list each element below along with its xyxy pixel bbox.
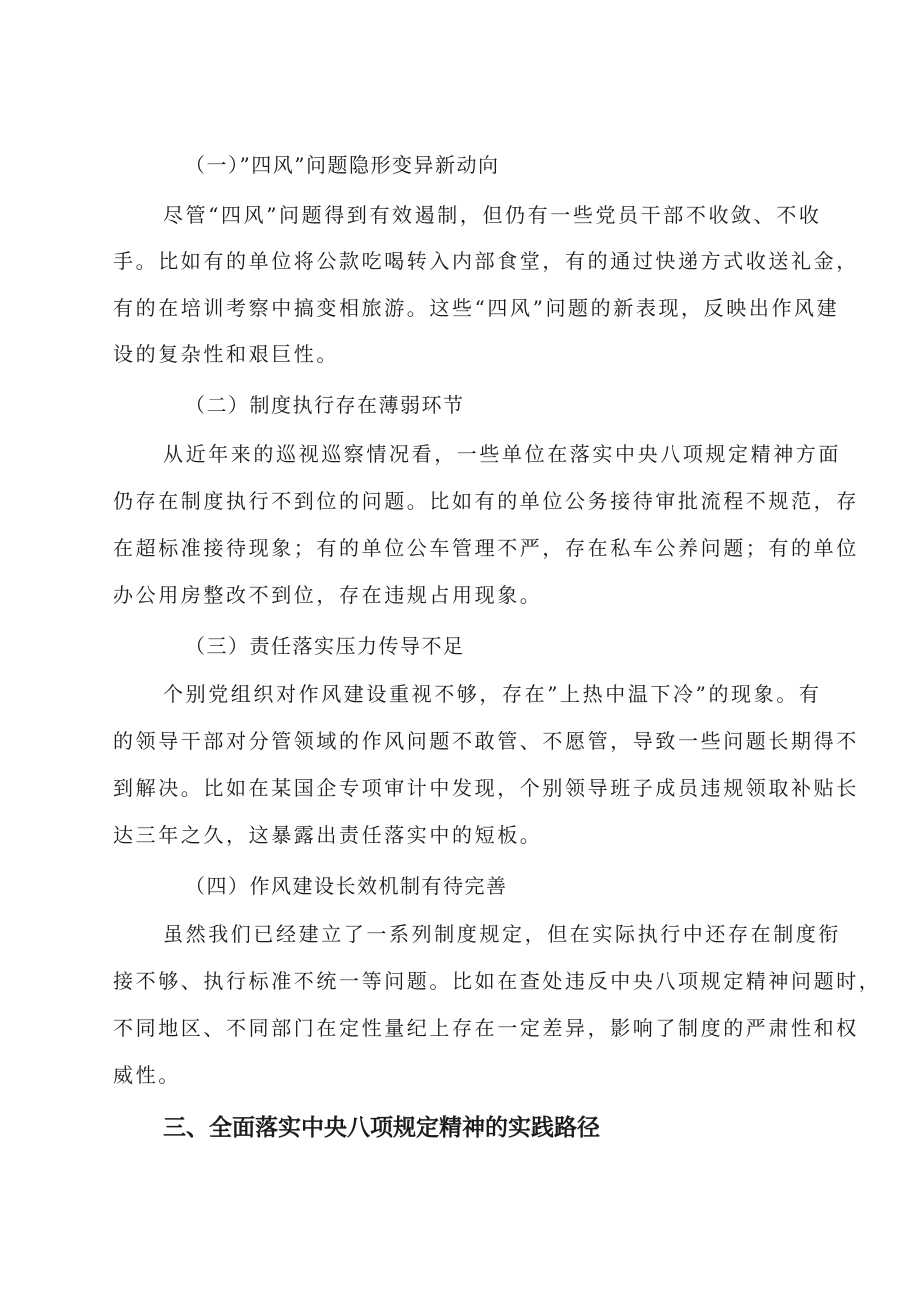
paragraph-1-line-3: 有的在培训考察中搞变相旅游。这些“四风”问题的新表现，反映出作风建 [113,296,840,320]
paragraph-2-line-2: 仍存在制度执行不到位的问题。比如有的单位公务接待审批流程不规范，存 [113,489,859,513]
paragraph-3-line-4: 达三年之久，这暴露出责任落实中的短板。 [113,823,543,847]
paragraph-4-line-4: 威性。 [113,1063,181,1087]
paragraph-4-line-1: 虽然我们已经建立了一系列制度规定，但在实际执行中还存在制度衔 [163,922,841,946]
paragraph-1-line-1: 尽管“四风”问题得到有效遏制，但仍有一些党员干部不收敛、不收 [163,203,822,227]
paragraph-2-line-1: 从近年来的巡视巡察情况看，一些单位在落实中央八项规定精神方面 [163,442,841,466]
paragraph-4-line-3: 不同地区、不同部门在定性量纪上存在一定差异，影响了制度的严肃性和权 [113,1016,859,1040]
paragraph-2-line-3: 在超标准接待现象；有的单位公车管理不严，存在私车公养问题；有的单位 [113,536,859,560]
paragraph-1-line-2: 手。比如有的单位将公款吃喝转入内部食堂，有的通过快递方式收送礼金， [113,249,859,273]
subsection-heading-2: （二）制度执行存在薄弱环节 [185,393,465,417]
paragraph-3-line-2: 的领导干部对分管领域的作风问题不敢管、不愿管，导致一些问题长期得不 [113,729,859,753]
paragraph-3-line-1: 个别党组织对作风建设重视不够，存在”上热中温下冷”的现象。有 [163,682,822,706]
paragraph-4-line-2: 接不够、执行标准不统一等问题。比如在查处违反中央八项规定精神问题时， [113,969,882,993]
subsection-heading-3: （三）责任落实压力传导不足 [185,634,465,658]
subsection-heading-1: （一）”四风”问题隐形变异新动向 [185,153,500,177]
section-heading: 三、全面落实中央八项规定精神的实践路径 [163,1115,600,1141]
paragraph-2-line-4: 办公用房整改不到位，存在违规占用现象。 [113,583,543,607]
subsection-heading-4: （四）作风建设长效机制有待完善 [185,874,508,898]
paragraph-1-line-4: 设的复杂性和艰巨性。 [113,342,339,366]
paragraph-3-line-3: 到解决。比如在某国企专项审计中发现，个别领导班子成员违规领取补贴长 [113,776,859,800]
